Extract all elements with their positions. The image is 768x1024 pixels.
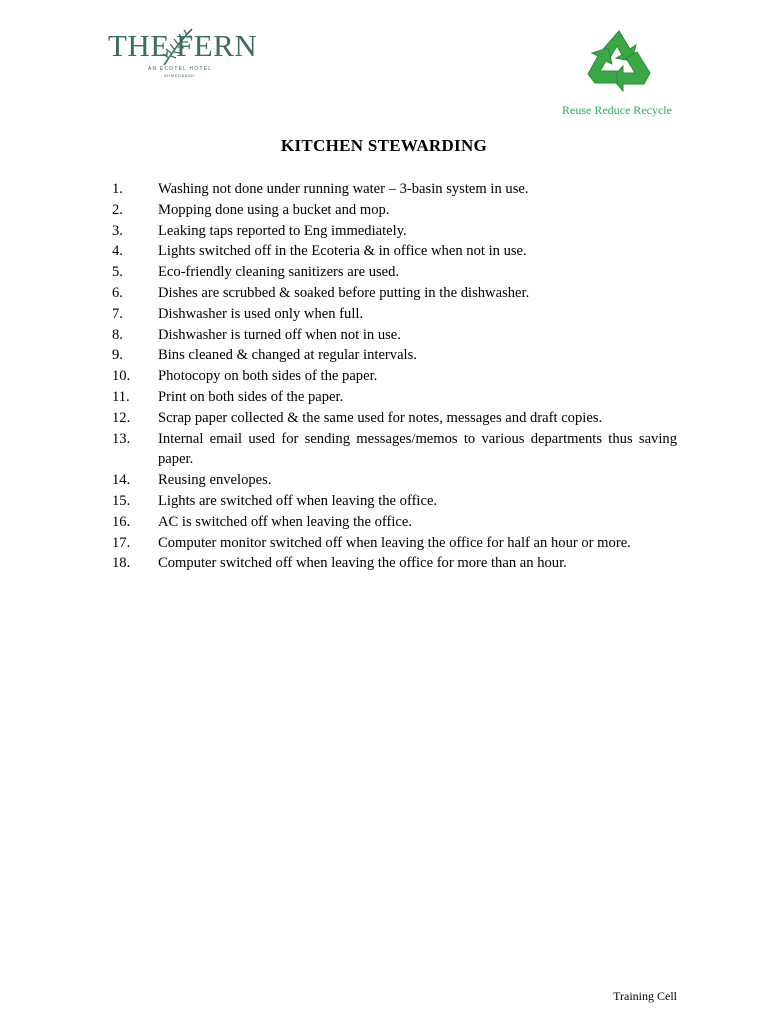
item-number: 4. [112, 243, 123, 260]
item-number: 8. [112, 326, 123, 343]
item-number: 5. [112, 264, 123, 281]
list-item [112, 512, 677, 533]
list-item [112, 262, 677, 283]
footer-label: Training Cell [613, 989, 677, 1003]
item-number: 7. [112, 305, 123, 322]
item-text: Scrap paper collected & the same used for notes, messages and draft copies. [158, 409, 603, 426]
list-item [112, 304, 677, 325]
list-item [112, 283, 677, 304]
item-text: Internal email used for sending messages/memos to various departments thus saving paper. [158, 430, 677, 468]
item-number: 2. [112, 201, 123, 218]
item-text: Computer monitor switched off when leaving the office for half an hour or more. [158, 534, 631, 551]
item-number: 16. [112, 513, 131, 530]
item-number: 6. [112, 284, 123, 301]
list-item [112, 325, 677, 346]
list-item [112, 200, 677, 221]
item-text: Bins cleaned & changed at regular intervals. [158, 347, 417, 364]
list-item [112, 345, 677, 366]
item-text: Dishwasher is used only when full. [158, 305, 364, 322]
item-text: AC is switched off when leaving the office. [158, 513, 412, 530]
list-item [112, 553, 677, 574]
item-text: Leaking taps reported to Eng immediately. [158, 222, 407, 239]
logo-city: AHMEDABAD [164, 73, 195, 78]
list-item [112, 533, 677, 554]
item-number: 15. [112, 492, 131, 509]
recycle-caption: Reuse Reduce Recycle [562, 103, 672, 117]
list-item [112, 241, 677, 262]
list-item [112, 179, 677, 200]
item-number: 9. [112, 347, 123, 364]
guideline-list [112, 179, 677, 574]
item-number: 13. [112, 430, 131, 447]
list-item [112, 387, 677, 408]
item-text: Mopping done using a bucket and mop. [158, 201, 390, 218]
logo-word-the: THE [108, 28, 170, 63]
item-text: Lights switched off in the Ecoteria & in office when not in use. [158, 243, 527, 260]
item-number: 14. [112, 472, 131, 489]
list-item [112, 366, 677, 387]
item-number: 17. [112, 534, 131, 551]
hotel-logo [108, 27, 258, 87]
logo-word-fern: FERN [176, 28, 258, 63]
item-number: 18. [112, 555, 131, 572]
item-number: 11. [112, 388, 130, 405]
list-item [112, 408, 677, 429]
item-number: 3. [112, 222, 123, 239]
list-item [112, 470, 677, 491]
item-number: 12. [112, 409, 131, 426]
item-number: 1. [112, 181, 123, 197]
item-number: 10. [112, 368, 131, 385]
item-text: Eco-friendly cleaning sanitizers are used. [158, 264, 400, 281]
recycle-icon [584, 28, 654, 92]
item-text: Reusing envelopes. [158, 472, 272, 489]
item-text: Lights are switched off when leaving the office. [158, 492, 438, 509]
item-text: Computer switched off when leaving the office for more than an hour. [158, 555, 567, 572]
logo-tagline: AN ECOTEL HOTEL [148, 66, 213, 72]
page-title: KITCHEN STEWARDING [280, 136, 488, 155]
list-item [112, 221, 677, 242]
list-item [112, 491, 677, 512]
item-text: Dishwasher is turned off when not in use. [158, 326, 401, 343]
list-item [112, 429, 677, 471]
item-text: Print on both sides of the paper. [158, 388, 344, 405]
item-text: Washing not done under running water – 3-basin system in use. [158, 181, 529, 197]
item-text: Photocopy on both sides of the paper. [158, 368, 378, 385]
item-text: Dishes are scrubbed & soaked before putting in the dishwasher. [158, 284, 530, 301]
